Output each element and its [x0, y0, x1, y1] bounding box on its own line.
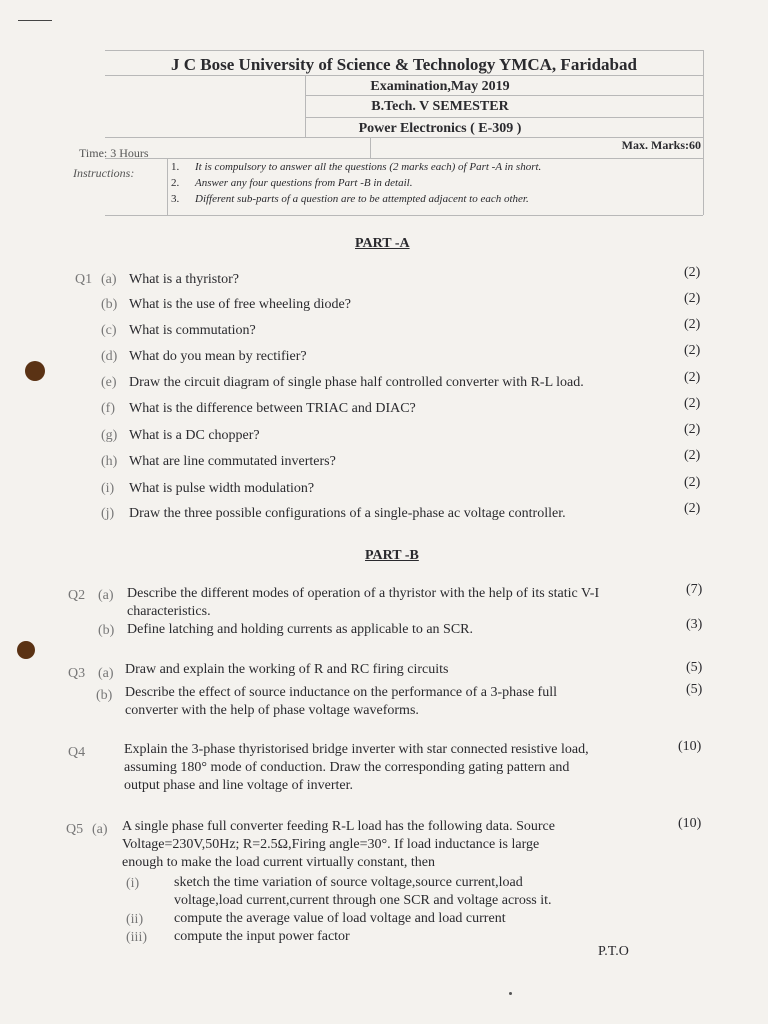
marks: (2) [684, 291, 701, 306]
semester: B.Tech. V SEMESTER [371, 99, 509, 114]
subject-title: Power Electronics ( E-309 ) [358, 121, 522, 136]
marks: (2) [684, 501, 701, 516]
max-marks: Max. Marks:60 [621, 138, 701, 152]
header-box [73, 50, 703, 218]
question-text: A single phase full converter feeding R-L load has the following data. Source Voltage=230V,50Hz; R=2.5Ω,Firing angle=30°. If load inductance is large enough to make the load current virtually constant, then [122, 819, 555, 870]
marks: (2) [684, 448, 701, 463]
pto-note: P.T.O [598, 944, 629, 959]
marks: (2) [684, 265, 701, 280]
part-a-title: PART -A [355, 236, 410, 251]
exam-paper: J C Bose University of Science & Technology YMCA, Faridabad Examination,May 2019 B.Tech. V SEMESTER Power Electronics ( E-309 ) Time: 3 Hours Max. Marks:60 Instructions: 1. It is compulsory to answer all the questions (2 marks each) of Part -A in short. 2. Answer any four questions from Part -B in detail. 3. Different sub-parts of a question are to be attempted adjacent to each other. PART -A Q1 (a) What is a thyristor? (2) (b) What is the use of free wheeling diode? (2) (c) What is commutation? (2) (d) What do you mean by rectifier? (2) (e) Draw the circuit diagram of single phase half controlled converter with R-L load. (2) (f) What is the difference between TRIAC and DIAC? (2) (g) What is a DC chopper? (2) (h) What are line commutated inverters? (2) (i) What is pulse width modulation? (2) (j) Draw the three possible configurations of a single-phase ac voltage controller. (2) PART -B Q2 (a) Describe the different modes of operation of a thyristor with the help of its static V-I characteristics. (7) (b) Define latching and holding currents as applicable to an SCR. (3) Q3 (a) Draw and explain the working of R and RC firing circuits (5) (b) Describe the effect of source inductance on the performance of a 3-phase full converter with the help of phase voltage waveforms. (5) Q4 Explain the 3-phase thyristorised bridge inverter with star connected resistive load, assuming 180° mode of conduction. Draw the corresponding gating pattern and output phase and line voltage of inverter. (10) Q5 (a) A single phase full converter feeding R-L load has the following data. Source Voltage=230V,50Hz; R=2.5Ω,Firing angle=30°. If load inductance is large enough to make the load current virtually constant, then (10) (i) sketch the time variation of source voltage,source current,load voltage,load current,current through one SCR and voltage across it. (ii) compute the average value of load voltage and load current (iii) compute the input power factor P.T.O [0, 0, 768, 1024]
ink-blot [25, 361, 45, 381]
marks: (10) [678, 816, 702, 831]
exam-session: Examination,May 2019 [370, 79, 510, 94]
university-name: J C Bose University of Science & Technology YMCA, Faridabad [171, 55, 637, 74]
marks: (2) [684, 343, 701, 358]
sub-label: (ii) [126, 912, 144, 927]
marks: (3) [686, 617, 703, 632]
sub-label: (iii) [126, 930, 147, 945]
instructions-label: Instructions: [73, 166, 135, 180]
marks: (2) [684, 396, 701, 411]
marks: (10) [678, 739, 702, 754]
marks: (7) [686, 582, 703, 597]
question-text: Describe the different modes of operation of a thyristor with the help of its static V-I characteristics. [127, 586, 600, 619]
part-b-title: PART -B [365, 548, 419, 563]
ink-blot [17, 641, 35, 659]
instruction-item: 3. Different sub-parts of a question are to be attempted adjacent to each other. [171, 193, 529, 205]
marks: (2) [684, 422, 701, 437]
question-text: Define latching and holding currents as applicable to an SCR. [127, 622, 474, 637]
question-text: Draw and explain the working of R and RC firing circuits [125, 662, 449, 677]
question-number: Q3 [68, 666, 86, 681]
sub-label: (b) [98, 623, 115, 638]
question-number: Q2 [68, 588, 86, 603]
question-text: compute the average value of load voltage and load current [174, 911, 506, 926]
time-allowed: Time: 3 Hours [79, 146, 149, 160]
sub-label: (a) [98, 666, 114, 681]
marks: (2) [684, 317, 701, 332]
marks: (2) [684, 370, 701, 385]
question-number: Q4 [68, 745, 86, 760]
marks: (5) [686, 682, 703, 697]
instruction-item: 2. Answer any four questions from Part -B in detail. [171, 177, 413, 189]
corner-mark [18, 20, 52, 21]
marks: (5) [686, 660, 703, 675]
sub-label: (i) [126, 876, 140, 891]
question-text: Describe the effect of source inductance on the performance of a 3-phase full converter with the help of phase voltage waveforms. [125, 685, 557, 718]
sub-label: (b) [96, 688, 113, 703]
question-number: Q1 [75, 272, 93, 287]
sub-label: (a) [98, 588, 114, 603]
question-number: Q5 [66, 822, 84, 837]
question-text: compute the input power factor [174, 929, 350, 944]
question-text: Explain the 3-phase thyristorised bridge inverter with star connected resistive load, assuming 180° mode of conduction. Draw the corresponding gating pattern and output phase and line voltage of inverter. [124, 742, 589, 793]
ink-dot [509, 992, 512, 995]
instruction-item: 1. It is compulsory to answer all the questions (2 marks each) of Part -A in short. [171, 161, 542, 173]
question-text: sketch the time variation of source voltage,source current,load voltage,load current,current through one SCR and voltage across it. [174, 875, 552, 908]
marks: (2) [684, 475, 701, 490]
sub-label: (a) [92, 822, 108, 837]
